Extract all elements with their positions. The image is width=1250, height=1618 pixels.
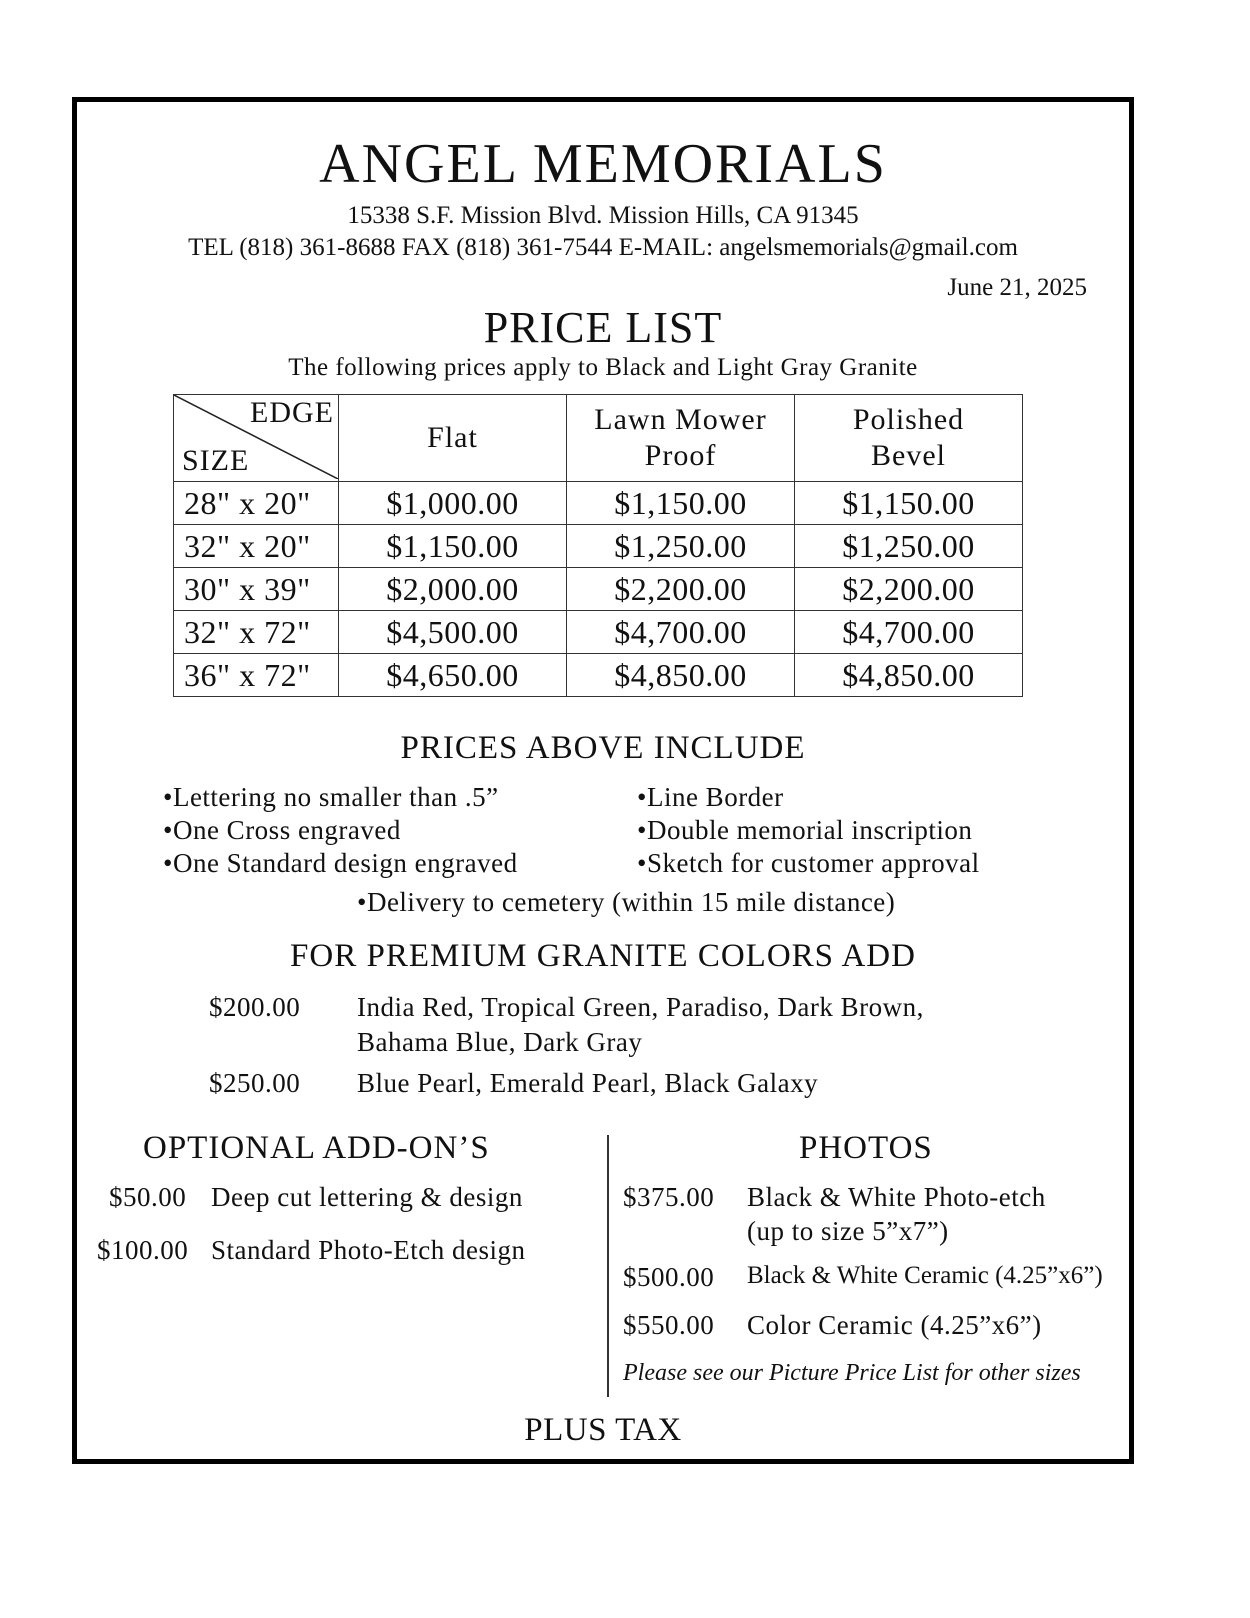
addon-desc: Standard Photo-Etch design — [211, 1235, 526, 1265]
photo-desc: (up to size 5”x7”) — [747, 1216, 949, 1246]
table-row — [174, 568, 1023, 611]
size-cell: 28" x 20" — [174, 482, 339, 525]
addon-price: $100.00 — [97, 1235, 189, 1265]
plus-tax-label: PLUS TAX — [524, 1412, 682, 1448]
column-header-polished-bevel: Polished Bevel — [795, 395, 1023, 482]
price-cell: $4,500.00 — [339, 611, 567, 654]
page-border — [72, 97, 1134, 1464]
size-cell: 36" x 72" — [174, 654, 339, 697]
premium-colors: Blue Pearl, Emerald Pearl, Black Galaxy — [357, 1068, 819, 1098]
price-cell: $4,850.00 — [567, 654, 795, 697]
table-row — [174, 525, 1023, 568]
photos-title: PHOTOS — [799, 1130, 933, 1166]
addon-desc: Deep cut lettering & design — [211, 1182, 523, 1212]
price-cell: $4,700.00 — [567, 611, 795, 654]
size-cell: 30" x 39" — [174, 568, 339, 611]
include-item: •Sketch for customer approval — [637, 848, 980, 878]
edge-label: EDGE — [250, 396, 334, 429]
column-divider — [607, 1135, 609, 1397]
premium-colors: Bahama Blue, Dark Gray — [357, 1027, 643, 1057]
photo-price: $500.00 — [623, 1262, 715, 1292]
addon-price: $50.00 — [109, 1182, 187, 1212]
size-cell: 32" x 72" — [174, 611, 339, 654]
price-cell: $1,250.00 — [567, 525, 795, 568]
price-cell: $1,000.00 — [339, 482, 567, 525]
includes-title: PRICES ABOVE INCLUDE — [400, 730, 806, 766]
price-cell: $1,150.00 — [339, 525, 567, 568]
premium-title: FOR PREMIUM GRANITE COLORS ADD — [290, 938, 916, 974]
include-item: •Delivery to cemetery (within 15 mile distance) — [357, 887, 896, 917]
include-item: •Double memorial inscription — [637, 815, 973, 845]
photo-price: $550.00 — [623, 1310, 715, 1340]
column-header-lawn-mower-proof: Lawn Mower Proof — [567, 395, 795, 482]
company-name: ANGEL MEMORIALS — [319, 133, 887, 195]
price-cell: $2,200.00 — [795, 568, 1023, 611]
addons-title: OPTIONAL ADD-ON’S — [143, 1130, 490, 1166]
table-header-row — [174, 395, 1023, 482]
photo-price: $375.00 — [623, 1182, 715, 1212]
premium-colors: India Red, Tropical Green, Paradiso, Dark Brown, — [357, 992, 924, 1022]
price-cell: $4,850.00 — [795, 654, 1023, 697]
price-cell: $1,250.00 — [795, 525, 1023, 568]
premium-price: $250.00 — [209, 1068, 301, 1098]
company-address: 15338 S.F. Mission Blvd. Mission Hills, CA 91345 — [347, 202, 859, 229]
table-row — [174, 654, 1023, 697]
price-cell: $1,150.00 — [567, 482, 795, 525]
price-list-title: PRICE LIST — [483, 303, 723, 352]
corner-header — [174, 395, 339, 482]
table-row — [174, 611, 1023, 654]
table-row — [174, 482, 1023, 525]
document-date: June 21, 2025 — [947, 274, 1087, 301]
include-item: •One Cross engraved — [163, 815, 401, 845]
premium-price: $200.00 — [209, 992, 301, 1022]
photos-note: Please see our Picture Price List for other sizes — [623, 1360, 1081, 1386]
size-cell: 32" x 20" — [174, 525, 339, 568]
include-item: •Lettering no smaller than .5” — [163, 782, 499, 812]
column-header-flat: Flat — [339, 395, 567, 482]
company-contact: TEL (818) 361-8688 FAX (818) 361-7544 E-MAIL: angelsmemorials@gmail.com — [188, 234, 1018, 261]
include-item: •One Standard design engraved — [163, 848, 518, 878]
size-label: SIZE — [182, 444, 250, 477]
price-cell: $4,700.00 — [795, 611, 1023, 654]
include-item: •Line Border — [637, 782, 784, 812]
price-cell: $4,650.00 — [339, 654, 567, 697]
photo-desc: Black & White Ceramic (4.25”x6”) — [747, 1262, 1103, 1289]
price-list-subtitle: The following prices apply to Black and Light Gray Granite — [288, 354, 918, 381]
photo-desc: Color Ceramic (4.25”x6”) — [747, 1310, 1042, 1340]
photo-desc: Black & White Photo-etch — [747, 1182, 1046, 1212]
price-cell: $1,150.00 — [795, 482, 1023, 525]
price-table — [173, 394, 1023, 697]
price-cell: $2,200.00 — [567, 568, 795, 611]
price-cell: $2,000.00 — [339, 568, 567, 611]
